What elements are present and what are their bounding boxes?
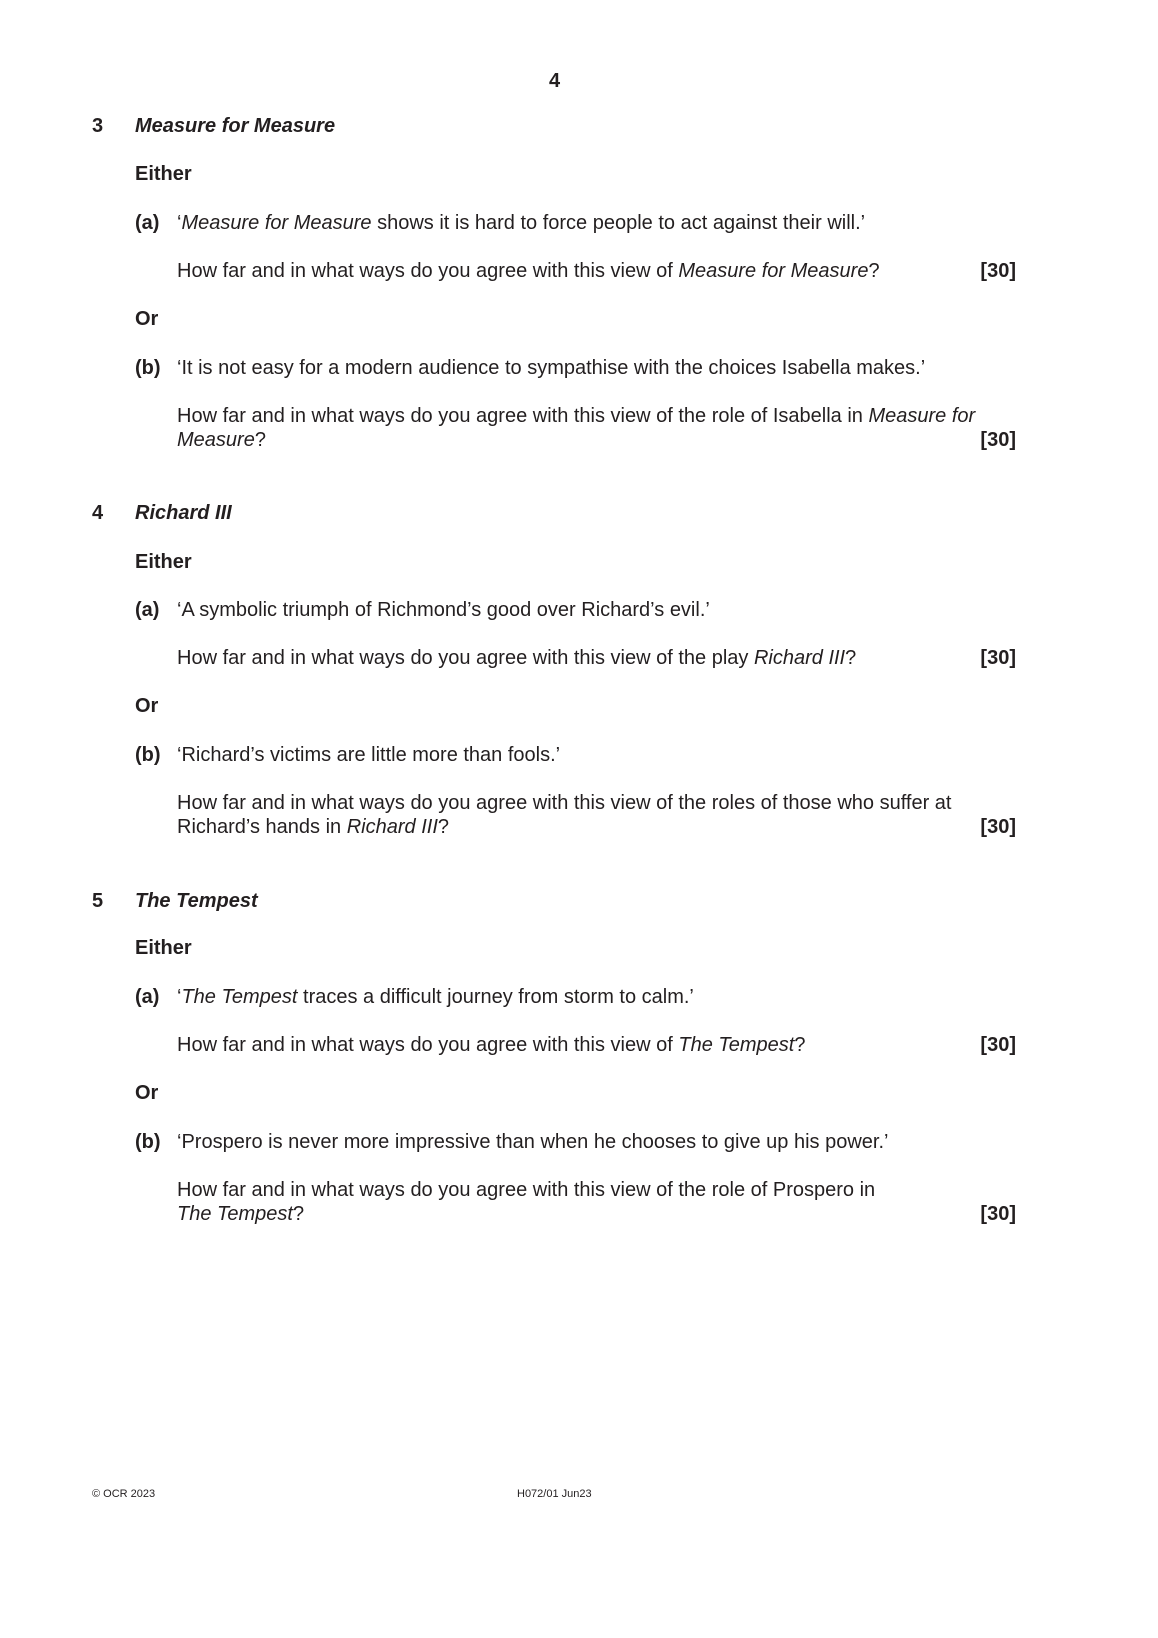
- question-quote: ‘Prospero is never more impressive than when he chooses to give up his power.’: [177, 1131, 889, 1153]
- question-title: Richard III: [135, 502, 232, 524]
- part-label: (a): [135, 212, 160, 234]
- question-number: 4: [92, 502, 104, 524]
- either-label: Either: [135, 163, 192, 185]
- marks: [30]: [980, 1203, 1016, 1225]
- part-label: (b): [135, 744, 161, 766]
- or-label: Or: [135, 1082, 159, 1104]
- marks: [30]: [980, 1034, 1016, 1056]
- part-label: (a): [135, 599, 160, 621]
- page-number: 4: [549, 70, 561, 92]
- question-prompt: How far and in what ways do you agree with this view of the role of Prospero in The Tempest?: [177, 1179, 876, 1225]
- question-number: 5: [92, 890, 104, 912]
- or-label: Or: [135, 695, 159, 717]
- question-quote: ‘Measure for Measure shows it is hard to force people to act against their will.’: [177, 212, 866, 234]
- question-prompt: How far and in what ways do you agree with this view of the roles of those who suffer at Richard’s hands in Richard III?: [177, 792, 952, 838]
- question-title: The Tempest: [135, 890, 258, 912]
- marks: [30]: [980, 647, 1016, 669]
- part-label: (b): [135, 1131, 161, 1153]
- footer-code: H072/01 Jun23: [517, 1488, 592, 1500]
- question-title: Measure for Measure: [135, 115, 336, 137]
- question-number: 3: [92, 115, 104, 137]
- question-quote: ‘The Tempest traces a difficult journey from storm to calm.’: [177, 986, 694, 1008]
- either-label: Either: [135, 937, 192, 959]
- question-quote: ‘A symbolic triumph of Richmond’s good over Richard’s evil.’: [177, 599, 710, 621]
- marks: [30]: [980, 429, 1016, 451]
- either-label: Either: [135, 551, 192, 573]
- question-quote: ‘Richard’s victims are little more than fools.’: [177, 744, 561, 766]
- marks: [30]: [980, 816, 1016, 838]
- question-prompt: How far and in what ways do you agree with this view of Measure for Measure?: [177, 260, 880, 282]
- or-label: Or: [135, 308, 159, 330]
- part-label: (b): [135, 357, 161, 379]
- part-label: (a): [135, 986, 160, 1008]
- question-prompt: How far and in what ways do you agree with this view of The Tempest?: [177, 1034, 806, 1056]
- question-quote: ‘It is not easy for a modern audience to sympathise with the choices Isabella makes.’: [177, 357, 926, 379]
- marks: [30]: [980, 260, 1016, 282]
- footer-copyright: © OCR 2023: [92, 1488, 156, 1500]
- question-prompt: How far and in what ways do you agree with this view of the play Richard III?: [177, 647, 857, 669]
- question-prompt: How far and in what ways do you agree with this view of the role of Isabella in Measure for Measure?: [177, 405, 976, 451]
